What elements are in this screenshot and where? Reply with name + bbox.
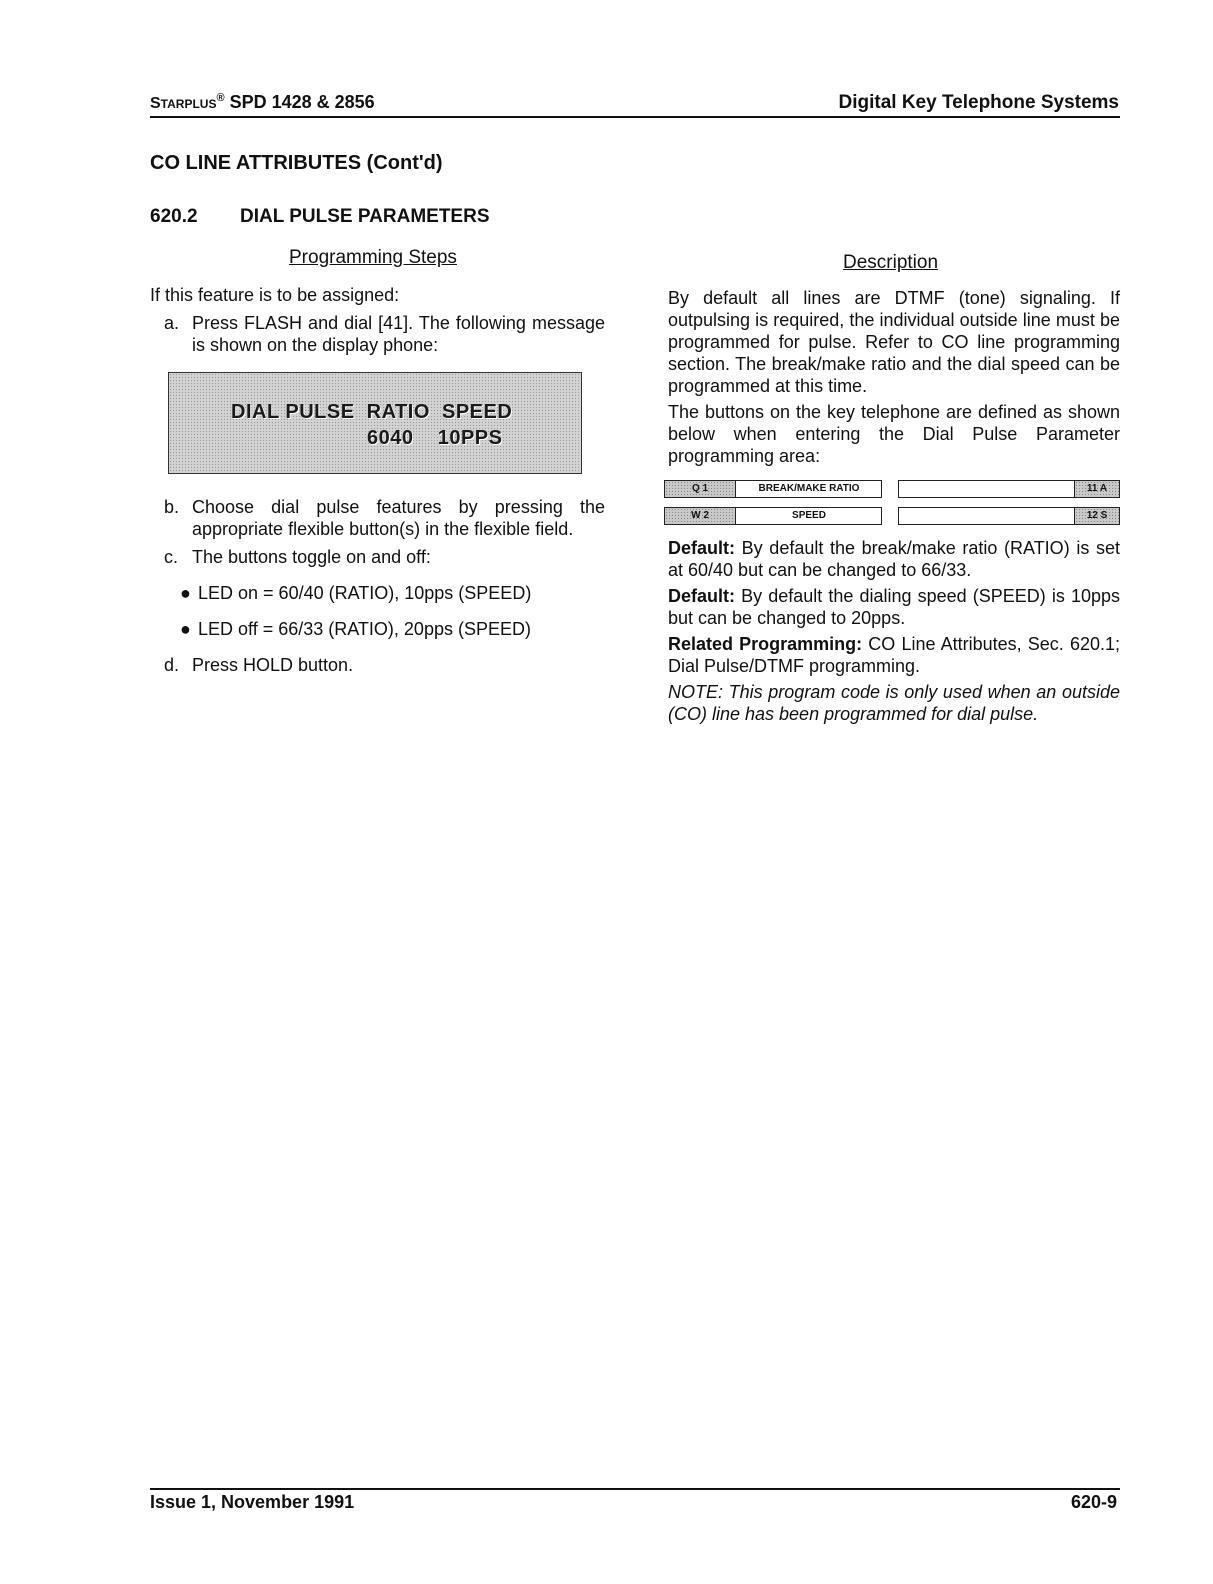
bullet-icon: ●	[180, 619, 191, 639]
button-key-w2: W 2	[665, 508, 736, 524]
step-text: Choose dial pulse features by pressing the appropriate flexible button(s) in the flexible field.	[192, 497, 605, 539]
step-label: a.	[164, 313, 180, 333]
button-key-12s: 12 S	[1074, 508, 1119, 524]
subsection-title: DIAL PULSE PARAMETERS	[240, 206, 490, 227]
display-line-2: 6040 10PPS	[367, 427, 503, 449]
step-c	[150, 546, 605, 568]
button-row-2	[664, 507, 1120, 525]
description-paragraph: By default all lines are DTMF (tone) signaling. If outpulsing is required, the individual outside line must be programmed for pulse. Refer to CO line programming section. The break/make ratio and the dial speed can be programmed at this time.	[668, 288, 1120, 396]
display-line-1: DIAL PULSE RATIO SPEED	[231, 401, 513, 423]
steps-bottom	[150, 490, 605, 676]
default-label: Default:	[668, 586, 735, 606]
footer-issue: Issue 1, November 1991	[150, 1492, 355, 1512]
description-heading: Description	[843, 252, 939, 273]
step-label: c.	[164, 547, 179, 567]
footer-rule	[150, 1488, 1120, 1490]
section-title: CO LINE ATTRIBUTES (Cont'd)	[150, 152, 443, 174]
speed-button	[664, 507, 882, 525]
related-text: CO Line Attributes, Sec. 620.1; Dial Pulse/DTMF programming.	[668, 634, 1120, 676]
brand-cap: S	[150, 95, 161, 112]
header-brand	[150, 92, 375, 113]
description-bottom	[668, 537, 1120, 729]
bullet-icon: ●	[180, 583, 191, 603]
bullet-item	[150, 618, 605, 640]
button-key-q1: Q 1	[665, 481, 736, 497]
default-text: By default the dialing speed (SPEED) is 10pps but can be changed to 20pps.	[668, 586, 1120, 628]
step-b	[150, 496, 605, 540]
step-a	[150, 312, 605, 356]
step-text: Press HOLD button.	[192, 655, 354, 675]
bullet-text: LED on = 60/40 (RATIO), 10pps (SPEED)	[198, 583, 532, 603]
description-top	[668, 287, 1120, 471]
header-title: Digital Key Telephone Systems	[838, 92, 1119, 113]
flexible-button-12	[898, 507, 1120, 525]
header-model: SPD 1428 & 2856	[229, 92, 375, 112]
intro-text: If this feature is to be assigned:	[150, 285, 400, 305]
default-ratio-paragraph	[668, 537, 1120, 581]
bullet-text: LED off = 66/33 (RATIO), 20pps (SPEED)	[198, 619, 531, 639]
default-speed-paragraph	[668, 585, 1120, 629]
registered-mark: ®	[216, 92, 225, 104]
break-make-ratio-button	[664, 480, 882, 498]
flexible-button-11	[898, 480, 1120, 498]
button-row-1	[664, 480, 1120, 498]
button-label: SPEED	[792, 510, 826, 521]
programming-steps-heading: Programming Steps	[289, 247, 457, 268]
step-text: The buttons toggle on and off:	[192, 547, 431, 567]
footer-page-number: 620-9	[1070, 1492, 1117, 1512]
subsection-number: 620.2	[150, 206, 198, 227]
related-programming-paragraph	[668, 633, 1120, 677]
button-label: BREAK/MAKE RATIO	[758, 483, 860, 494]
lcd-display	[168, 372, 582, 474]
steps-top	[150, 284, 605, 356]
note-paragraph: NOTE: This program code is only used when an outside (CO) line has been programmed for dial pulse.	[668, 682, 1120, 724]
description-paragraph: The buttons on the key telephone are defined as shown below when entering the Dial Pulse Parameter programming area:	[668, 402, 1120, 466]
step-label: b.	[164, 497, 180, 517]
default-label: Default:	[668, 538, 735, 558]
brand-rest: TARPLUS	[160, 97, 217, 111]
button-key-11a: 11 A	[1074, 481, 1119, 497]
default-text: By default the break/make ratio (RATIO) is set at 60/40 but can be changed to 66/33.	[668, 538, 1120, 580]
step-d	[150, 654, 605, 676]
bullet-item	[150, 582, 605, 604]
step-text: Press FLASH and dial [41]. The following message is shown on the display phone:	[192, 313, 605, 355]
header-rule	[150, 116, 1120, 118]
step-label: d.	[164, 655, 180, 675]
subsection-heading	[150, 206, 490, 228]
related-label: Related Programming:	[668, 634, 863, 654]
